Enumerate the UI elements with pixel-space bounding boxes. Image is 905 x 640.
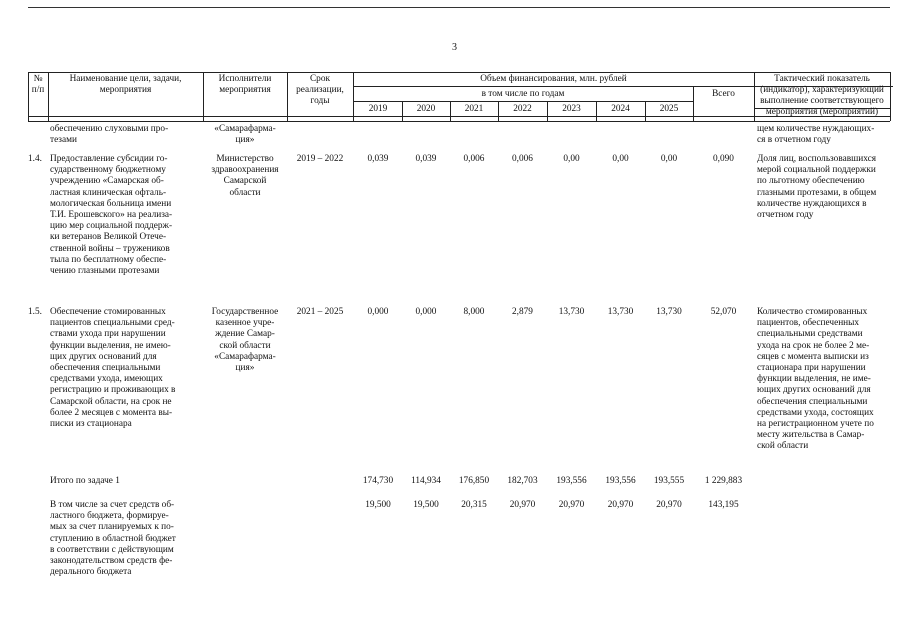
incl-value-2021: 20,315: [461, 500, 487, 510]
header-total: Всего: [712, 89, 735, 99]
row-value-2023: 0,00: [563, 154, 580, 164]
header-indicator: Тактический показатель (индикатор), характеризующий выполнение соответствующего мероприятия (мероприятий): [760, 74, 884, 117]
row-num: 1.5.: [28, 307, 42, 317]
row-indicator: Доля лиц, воспользовавшихся мерой социальной поддержки по льготному обеспечению глазными протезами, в общем количестве нуждающихся в отчетном году: [757, 154, 877, 221]
row-value-2022: 0,006: [512, 154, 533, 164]
row-name: Предоставление субсидии го- сударственному бюджетному учреждению «Самарская об- ластная клиническая офталь- мологическая больница имени Т.И. Ерошевского» на реализа- цию мер социальной поддерж- ки ветеранов Великой Отече- ственной войны – тружеников тыла по бесплатному обеспе- чению глазными протезами: [50, 154, 173, 277]
incl-value-2019: 19,500: [365, 500, 391, 510]
header-exec: Исполнители мероприятия: [218, 74, 272, 96]
row-value-2024: 13,730: [607, 307, 634, 317]
row-value-2025: 13,730: [656, 307, 682, 317]
row-term: 2019 – 2022: [296, 154, 344, 164]
header-year-2020: 2020: [416, 104, 436, 114]
row-value-2021: 0,006: [463, 154, 485, 164]
total-value-2021: 176,850: [458, 476, 490, 486]
incl-value-2023: 20,970: [558, 500, 585, 510]
header-year-2019: 2019: [368, 104, 388, 114]
incl-value-2020: 19,500: [413, 500, 439, 510]
header-year-2025: 2025: [659, 104, 679, 114]
total-value-2019: 174,730: [362, 476, 394, 486]
header-by-years: в том числе по годам: [481, 89, 565, 99]
header-volume: Объем финансирования, млн. рублей: [480, 74, 627, 84]
carry-indicator: щем количестве нуждающих- ся в отчетном году: [757, 124, 875, 146]
row-value-2020: 0,000: [415, 307, 437, 317]
header-name: Наименование цели, задачи, мероприятия: [69, 74, 182, 96]
total-value-2022: 182,703: [507, 476, 538, 486]
header-year-2021: 2021: [464, 104, 484, 114]
row-name: Обеспечение стомированных пациентов специальными сред- ствами ухода при нарушении функции выделения, не имею- щих других оснований для обеспечения специальными средствами ухода, имеющих регистрацию и проживающих в Самарской области, на срок не более 2 месяцев с момента вы- писки из стационара: [50, 307, 176, 430]
header-top-line: [28, 72, 890, 73]
row-value-2022: 2,879: [512, 307, 533, 317]
total-value-2023: 193,556: [556, 476, 587, 486]
carry-name: обеспечению слуховыми про- тезами: [50, 124, 169, 146]
header-year-2023: 2023: [562, 104, 581, 114]
incl-value-2022: 20,970: [509, 500, 536, 510]
row-total: 52,070: [710, 307, 737, 317]
including-row-name: В том числе за счет средств об- ластного бюджета, формируе- мых за счет планируемых к по- ступлению в областной бюджет в соответствии с действующим законодательством средств фе- дерального бюджета: [50, 500, 176, 578]
row-num: 1.4.: [28, 154, 42, 164]
row-total: 0,090: [713, 154, 734, 164]
header-bottom-line-2: [28, 121, 890, 122]
row-value-2023: 13,730: [558, 307, 585, 317]
row-value-2024: 0,00: [612, 154, 629, 164]
row-value-2019: 0,000: [367, 307, 389, 317]
top-border-line: [28, 7, 890, 8]
header-year-2024: 2024: [611, 104, 630, 114]
row-indicator: Количество стомированных пациентов, обеспеченных специальными средствами ухода на срок не более 2 ме- сяцев с момента выписки из стационара при нарушении функции выделения, не име- ющих других оснований для обеспечения специальными средствами ухода, состоящих на регистрационном учете по месту жительства в Самар- ской области: [757, 307, 874, 452]
row-value-2021: 8,000: [463, 307, 485, 317]
carry-exec: «Самарафарма- ция»: [214, 124, 276, 146]
row-exec: Государственное казенное учре- ждение Самар- ской области «Самарафарма- ция»: [211, 307, 279, 374]
total-value-2024: 193,556: [605, 476, 636, 486]
total-value-2020: 114,934: [411, 476, 441, 486]
header-term: Срок реализации, годы: [296, 74, 344, 107]
header-year-2022: 2022: [513, 104, 532, 114]
total-value-all: 1 229,883: [704, 476, 743, 486]
row-value-2019: 0,039: [367, 154, 389, 164]
total-row-name: Итого по задаче 1: [50, 476, 120, 486]
row-term: 2021 – 2025: [296, 307, 344, 317]
row-value-2025: 0,00: [660, 154, 678, 164]
incl-value-all: 143,195: [708, 500, 739, 510]
row-value-2020: 0,039: [415, 154, 437, 164]
col-border: [890, 72, 891, 121]
incl-value-2024: 20,970: [607, 500, 634, 510]
row-exec: Министерство здравоохранения Самарской области: [211, 154, 279, 198]
incl-value-2025: 20,970: [656, 500, 682, 510]
header-num: № п/п: [31, 74, 45, 96]
page-number: 3: [452, 42, 457, 53]
total-value-2025: 193,555: [653, 476, 685, 486]
header-line-years: [353, 101, 693, 102]
